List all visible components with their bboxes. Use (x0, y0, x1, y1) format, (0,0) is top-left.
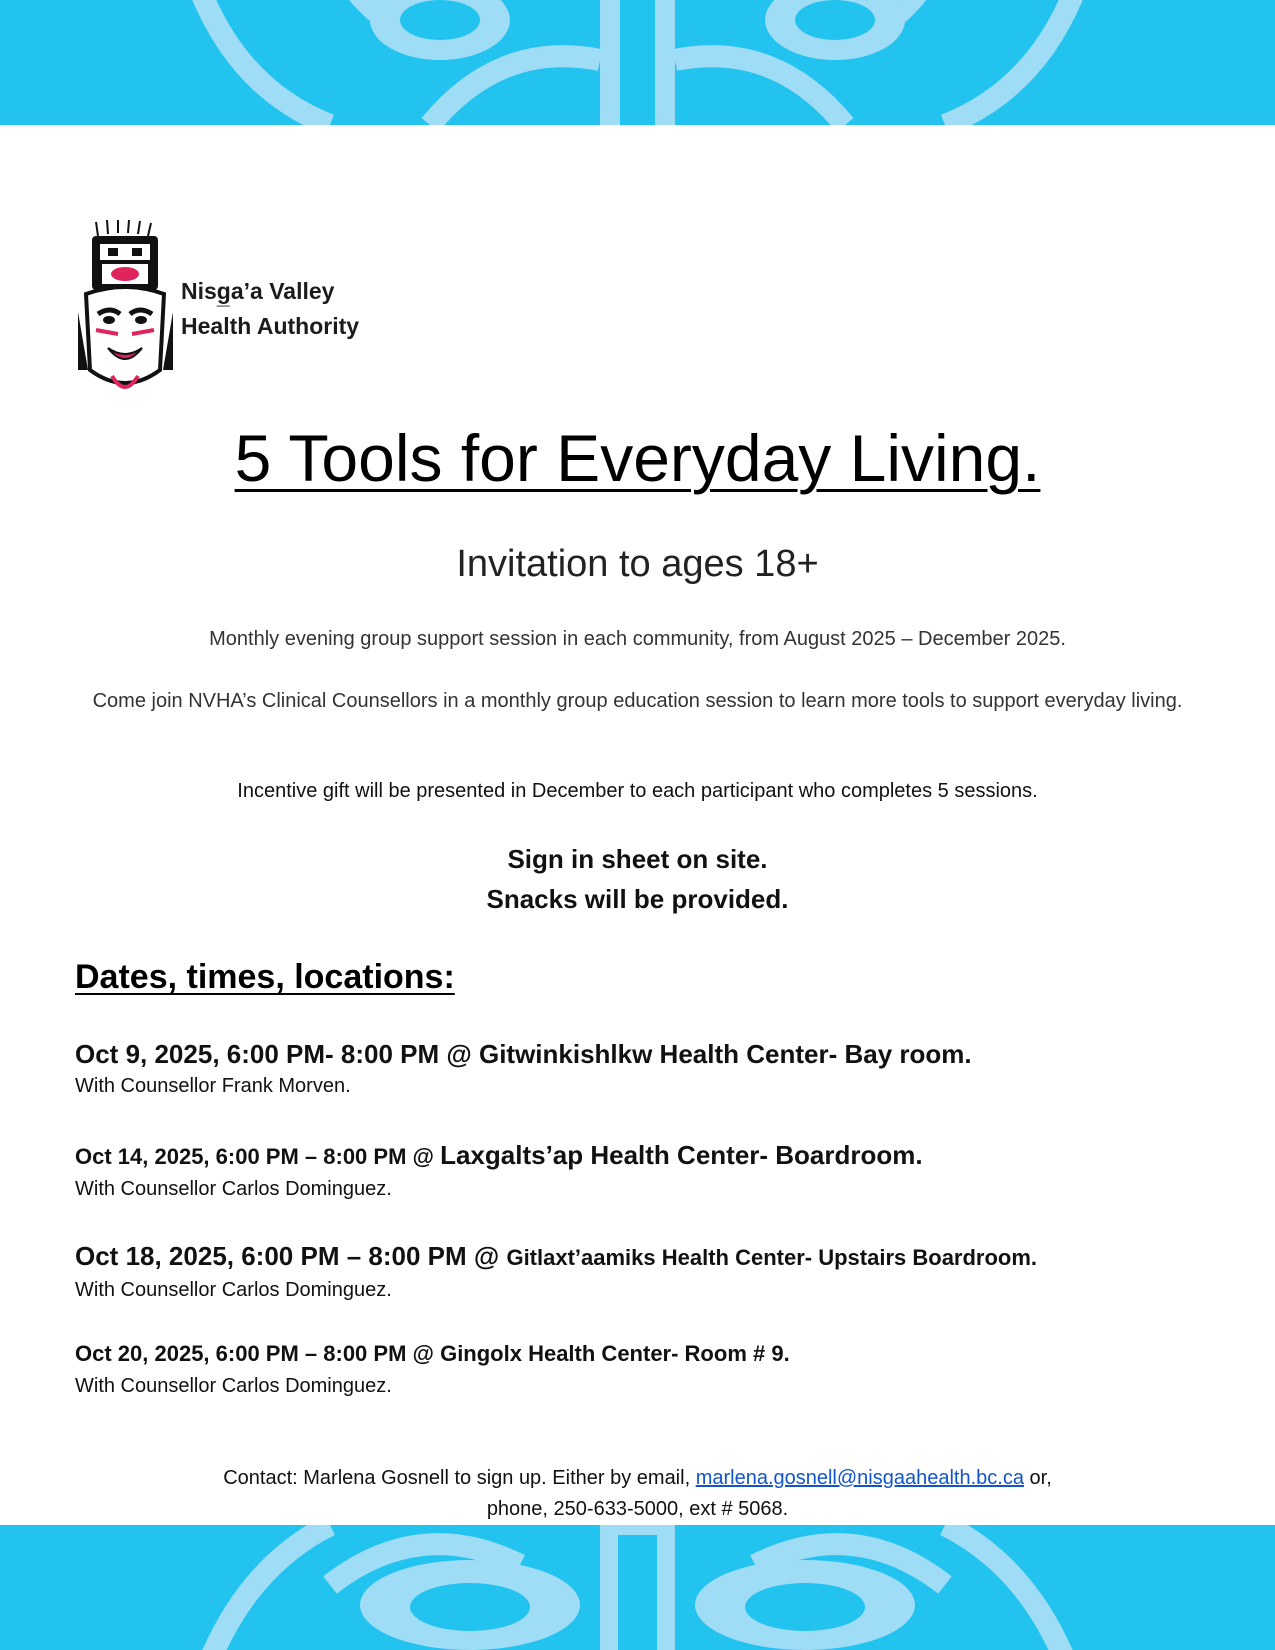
top-decorative-band (0, 0, 1275, 125)
contact-email-link[interactable]: marlena.gosnell@nisgaahealth.bc.ca (695, 1467, 1024, 1489)
contact-line1 (0, 1463, 1275, 1494)
session-datetime-location (75, 1137, 1225, 1175)
session-counsellor: With Counsellor Frank Morven. (75, 1075, 351, 1097)
formline-art-bottom (0, 1525, 1275, 1650)
intro-paragraph-schedule: Monthly evening group support session in each community, from August 2025 – December 2025. (209, 628, 1066, 650)
session-when: Oct 20, 2025, 6:00 PM – 8:00 PM @ (75, 1341, 441, 1366)
sessions-heading: Dates, times, locations: (75, 958, 455, 996)
organization-name (181, 274, 359, 344)
flyer-subtitle: Invitation to ages 18+ (456, 543, 819, 585)
sign-in-note: Sign in sheet on site. (507, 844, 768, 874)
nvha-logo (78, 220, 398, 410)
session-counsellor: With Counsellor Carlos Dominguez. (75, 1279, 392, 1301)
session-datetime-location (75, 1036, 1225, 1072)
organization-name-line1: Nisg̲a’a Valley (181, 278, 335, 304)
bottom-decorative-band (0, 1525, 1275, 1650)
logo-mask-icon (78, 220, 173, 400)
flyer-title: 5 Tools for Everyday Living. (234, 421, 1041, 495)
contact-suffix: or, (1023, 1467, 1052, 1489)
session-where: Gitwinkishlkw Health Center- Bay room. (478, 1039, 972, 1069)
contact-info (0, 1463, 1275, 1525)
session-item (75, 1137, 1225, 1203)
session-counsellor: With Counsellor Carlos Dominguez. (75, 1178, 392, 1200)
session-when: Oct 9, 2025, 6:00 PM- 8:00 PM @ (75, 1039, 479, 1069)
session-item (75, 1238, 1225, 1304)
session-where: Laxgalts’ap Health Center- Boardroom. (440, 1140, 923, 1170)
session-datetime-location (75, 1238, 1225, 1276)
contact-prefix: Contact: Marlena Gosnell to sign up. Either by email, (223, 1467, 696, 1489)
organization-name-line2: Health Authority (181, 313, 360, 339)
session-item (75, 1336, 1225, 1400)
intro-paragraph-invitation: Come join NVHA’s Clinical Counsellors in a monthly group education session to learn more tools to support everyday living. (92, 690, 1183, 712)
session-when: Oct 18, 2025, 6:00 PM – 8:00 PM @ (75, 1241, 507, 1271)
formline-art-top (0, 0, 1275, 125)
session-item (75, 1036, 1225, 1100)
session-counsellor: With Counsellor Carlos Dominguez. (75, 1375, 392, 1397)
session-where: Gingolx Health Center- Room # 9. (440, 1341, 790, 1366)
session-when: Oct 14, 2025, 6:00 PM – 8:00 PM @ (75, 1144, 441, 1169)
contact-phone: phone, 250-633-5000, ext # 5068. (486, 1498, 789, 1520)
intro-paragraph-incentive: Incentive gift will be presented in December to each participant who completes 5 sessions. (237, 780, 1038, 802)
snacks-note: Snacks will be provided. (486, 884, 789, 914)
session-where: Gitlaxt’aamiks Health Center- Upstairs Boardroom. (506, 1245, 1038, 1270)
session-datetime-location (75, 1336, 1225, 1372)
